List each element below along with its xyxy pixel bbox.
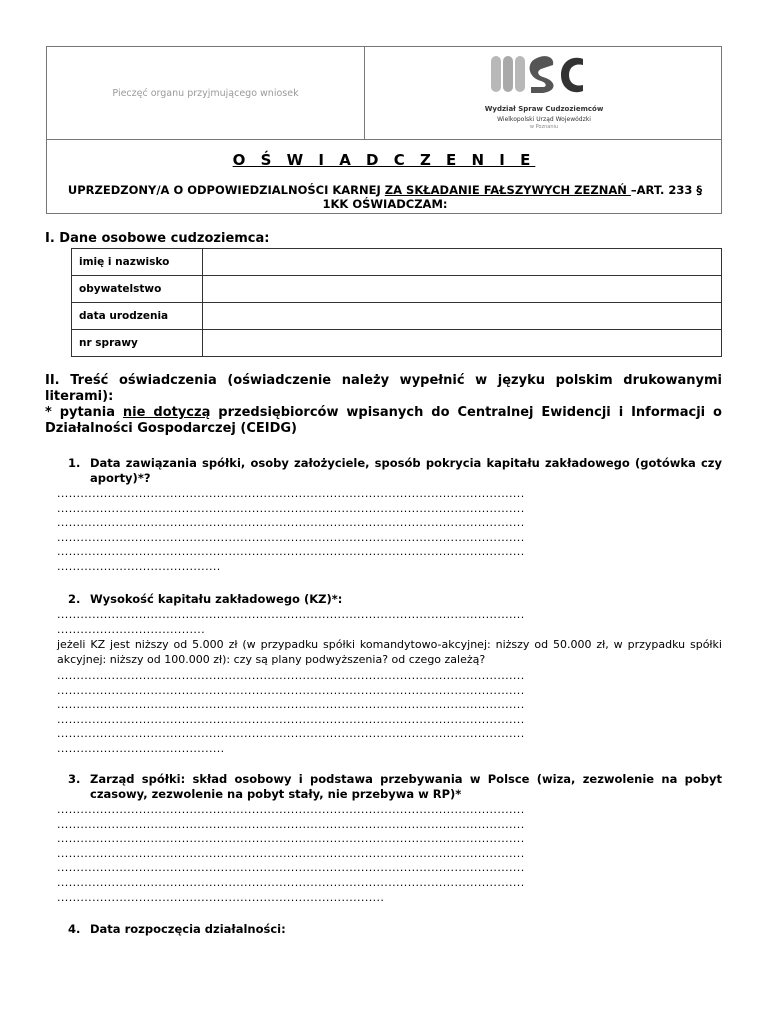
row-label: imię i nazwisko <box>72 249 203 276</box>
citizenship-field[interactable] <box>203 276 722 303</box>
section-1-heading: I. Dane osobowe cudzoziemca: <box>45 231 270 246</box>
personal-data-table <box>71 248 722 357</box>
document-subtitle <box>55 183 715 211</box>
table-row <box>72 303 722 330</box>
row-label: data urodzenia <box>72 303 203 330</box>
logo-line-3: w Poznaniu <box>529 124 559 130</box>
answer-3-lines[interactable]: ........................................................................................................................ ........................................................................................................................ ........................................................................................................................ ........................................................................................................................ ........................................................................................................................ ........................................................................................................................ .................................................................................... <box>57 803 525 904</box>
stamp-label: Pieczęć organu przyjmującego wniosek <box>112 87 299 99</box>
section-2-note <box>45 405 722 437</box>
subtitle-part-1: UPRZEDZONY/A O ODPOWIEDZIALNOŚCI KARNEJ <box>67 183 385 197</box>
question-number: 1. <box>68 456 81 470</box>
answer-1-lines[interactable]: ........................................................................................................................ ........................................................................................................................ ........................................................................................................................ ........................................................................................................................ ........................................................................................................................ .......................................... <box>57 487 525 573</box>
header-top-row <box>47 47 721 140</box>
question-4 <box>68 922 722 937</box>
question-text: Data rozpoczęcia działalności: <box>90 922 286 936</box>
row-label: nr sprawy <box>72 330 203 357</box>
answer-2b-lines[interactable]: ........................................................................................................................ ........................................................................................................................ ........................................................................................................................ ........................................................................................................................ ........................................................................................................................ ........................................... <box>57 669 525 755</box>
question-text: Wysokość kapitału zakładowego (KZ)*: <box>90 592 343 606</box>
document-title: O Ś W I A D C Z E N I E <box>232 151 536 169</box>
stamp-field <box>47 47 365 139</box>
birth-date-field[interactable] <box>203 303 722 330</box>
question-number: 4. <box>68 922 81 936</box>
question-text: Data zawiązania spółki, osoby założyciele, sposób pokrycia kapitału zakładowego (gotówka czy aporty)*? <box>90 456 722 485</box>
section-2-heading <box>45 373 722 437</box>
note-suffix: przedsiębiorców wpisanych do Centralnej Ewidencji i Informacji o Działalności Gospodarczej (CEIDG) <box>45 405 722 436</box>
note-underlined: nie dotyczą <box>122 405 211 420</box>
answer-2-lines[interactable]: ........................................................................................................................ ...................................... <box>57 608 525 636</box>
wsc-logo <box>365 47 723 139</box>
subtitle-part-2: –ART. 233 § 1KK OŚWIADCZAM: <box>322 183 703 211</box>
question-number: 2. <box>68 592 81 606</box>
table-row <box>72 249 722 276</box>
question-3 <box>68 772 722 802</box>
question-number: 3. <box>68 772 81 786</box>
section-2-title: II. Treść oświadczenia (oświadczenie należy wypełnić w języku polskim drukowanymi literami): <box>45 373 722 404</box>
name-field[interactable] <box>203 249 722 276</box>
wsc-logo-icon <box>365 47 723 105</box>
case-number-field[interactable] <box>203 330 722 357</box>
table-row <box>72 330 722 357</box>
question-2-subnote: jeżeli KZ jest niższy od 5.000 zł (w przypadku spółki komandytowo-akcyjnej: niższy od 50.000 zł, w przypadku spółki akcyjnej: niższy od 100.000 zł): czy są plany podwyższenia? od czego zależą? <box>57 638 722 666</box>
note-prefix: * pytania <box>45 405 123 420</box>
question-2 <box>68 592 722 607</box>
question-text: Zarząd spółki: skład osobowy i podstawa przebywania w Polsce (wiza, zezwolenie na pobyt czasowy, zezwolenie na pobyt stały, nie przebywa w RP)* <box>90 772 722 801</box>
table-row <box>72 276 722 303</box>
header-box <box>46 46 722 214</box>
question-1 <box>68 456 722 486</box>
logo-line-1: Wydział Spraw Cudzoziemców <box>484 105 604 113</box>
subtitle-underlined: ZA SKŁADANIE FAŁSZYWYCH ZEZNAŃ <box>384 183 631 197</box>
row-label: obywatelstwo <box>72 276 203 303</box>
logo-line-2: Wielkopolski Urząd Wojewódzki <box>497 116 591 123</box>
